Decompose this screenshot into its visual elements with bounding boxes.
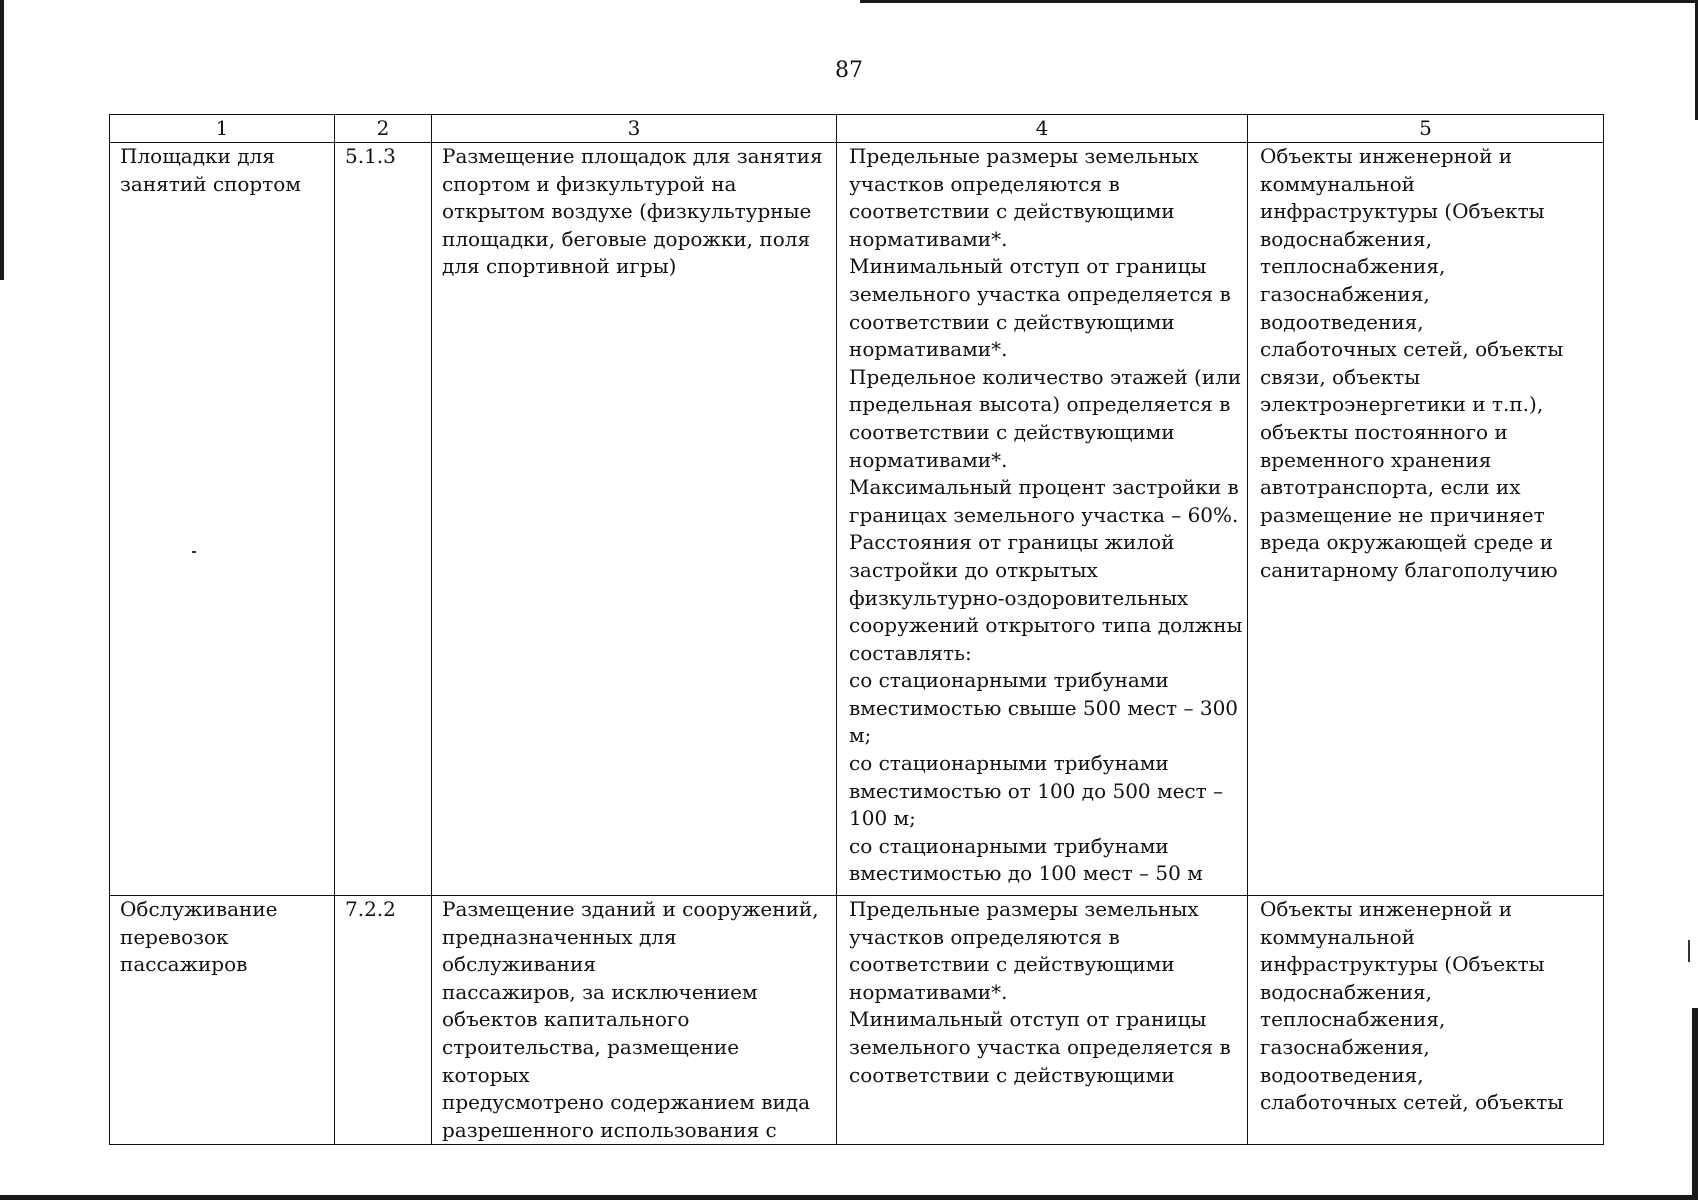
table-row — [110, 896, 1604, 1145]
header-cell-2: 2 — [335, 115, 432, 143]
header-cell-4: 4 — [837, 115, 1248, 143]
use-type-code: 5.1.3 — [335, 143, 432, 896]
scan-border-right-bottom — [1692, 1008, 1698, 1200]
limit-parameters: Предельные размеры земельных участков определяются в соответствии с действующими нормативами*. Минимальный отступ от границы земельного участка определяется в соответствии с действующими — [837, 896, 1248, 1145]
scan-mark-right — [1688, 940, 1690, 962]
use-type-name: Площадки для занятий спортом — [110, 143, 335, 896]
auxiliary-uses: Объекты инженерной и коммунальной инфраструктуры (Объекты водоснабжения, теплоснабжения, газоснабжения, водоотведения, слаботочных сетей, объекты связи, объекты электроэнергетики и т.п.), объекты постоянного и временного хранения автотранспорта, если их размещение не причиняет вреда окружающей среде и санитарному благополучию — [1248, 143, 1604, 896]
scan-border-bottom — [0, 1195, 1698, 1200]
use-type-description: Размещение зданий и сооружений, предназначенных для обслуживания пассажиров, за исключением объектов капитального строительства, размещение которых предусмотрено содержанием вида разрешенного использования с — [432, 896, 837, 1145]
use-type-description: Размещение площадок для занятия спортом и физкультурой на открытом воздухе (физкультурные площадки, беговые дорожки, поля для спортивной игры) — [432, 143, 837, 896]
scan-border-top — [860, 0, 1698, 3]
limit-parameters: Предельные размеры земельных участков определяются в соответствии с действующими нормативами*. Минимальный отступ от границы земельного участка определяется в соответствии с действующими нормативами*. Предельное количество этажей (или предельная высота) определяется в соответствии с действующими нормативами*. Максимальный процент застройки в границах земельного участка – 60%. Расстояния от границы жилой застройки до открытых физкультурно-оздоровительных сооружений открытого типа должны составлять: со стационарными трибунами вместимостью свыше 500 мест – 300 м; со стационарными трибунами вместимостью от 100 до 500 мест – 100 м; со стационарными трибунами вместимостью до 100 мест – 50 м — [837, 143, 1248, 896]
land-use-table — [109, 114, 1604, 1145]
table-header — [110, 115, 1604, 143]
use-type-code: 7.2.2 — [335, 896, 432, 1145]
auxiliary-uses: Объекты инженерной и коммунальной инфраструктуры (Объекты водоснабжения, теплоснабжения, газоснабжения, водоотведения, слаботочных сетей, объекты — [1248, 896, 1604, 1145]
table-body — [110, 143, 1604, 1145]
table-row — [110, 143, 1604, 896]
header-row — [110, 115, 1604, 143]
header-cell-3: 3 — [432, 115, 837, 143]
header-cell-5: 5 — [1248, 115, 1604, 143]
page-number: 87 — [835, 58, 863, 83]
use-type-name: Обслуживание перевозок пассажиров — [110, 896, 335, 1145]
scan-border-left — [0, 0, 4, 280]
header-cell-1: 1 — [110, 115, 335, 143]
